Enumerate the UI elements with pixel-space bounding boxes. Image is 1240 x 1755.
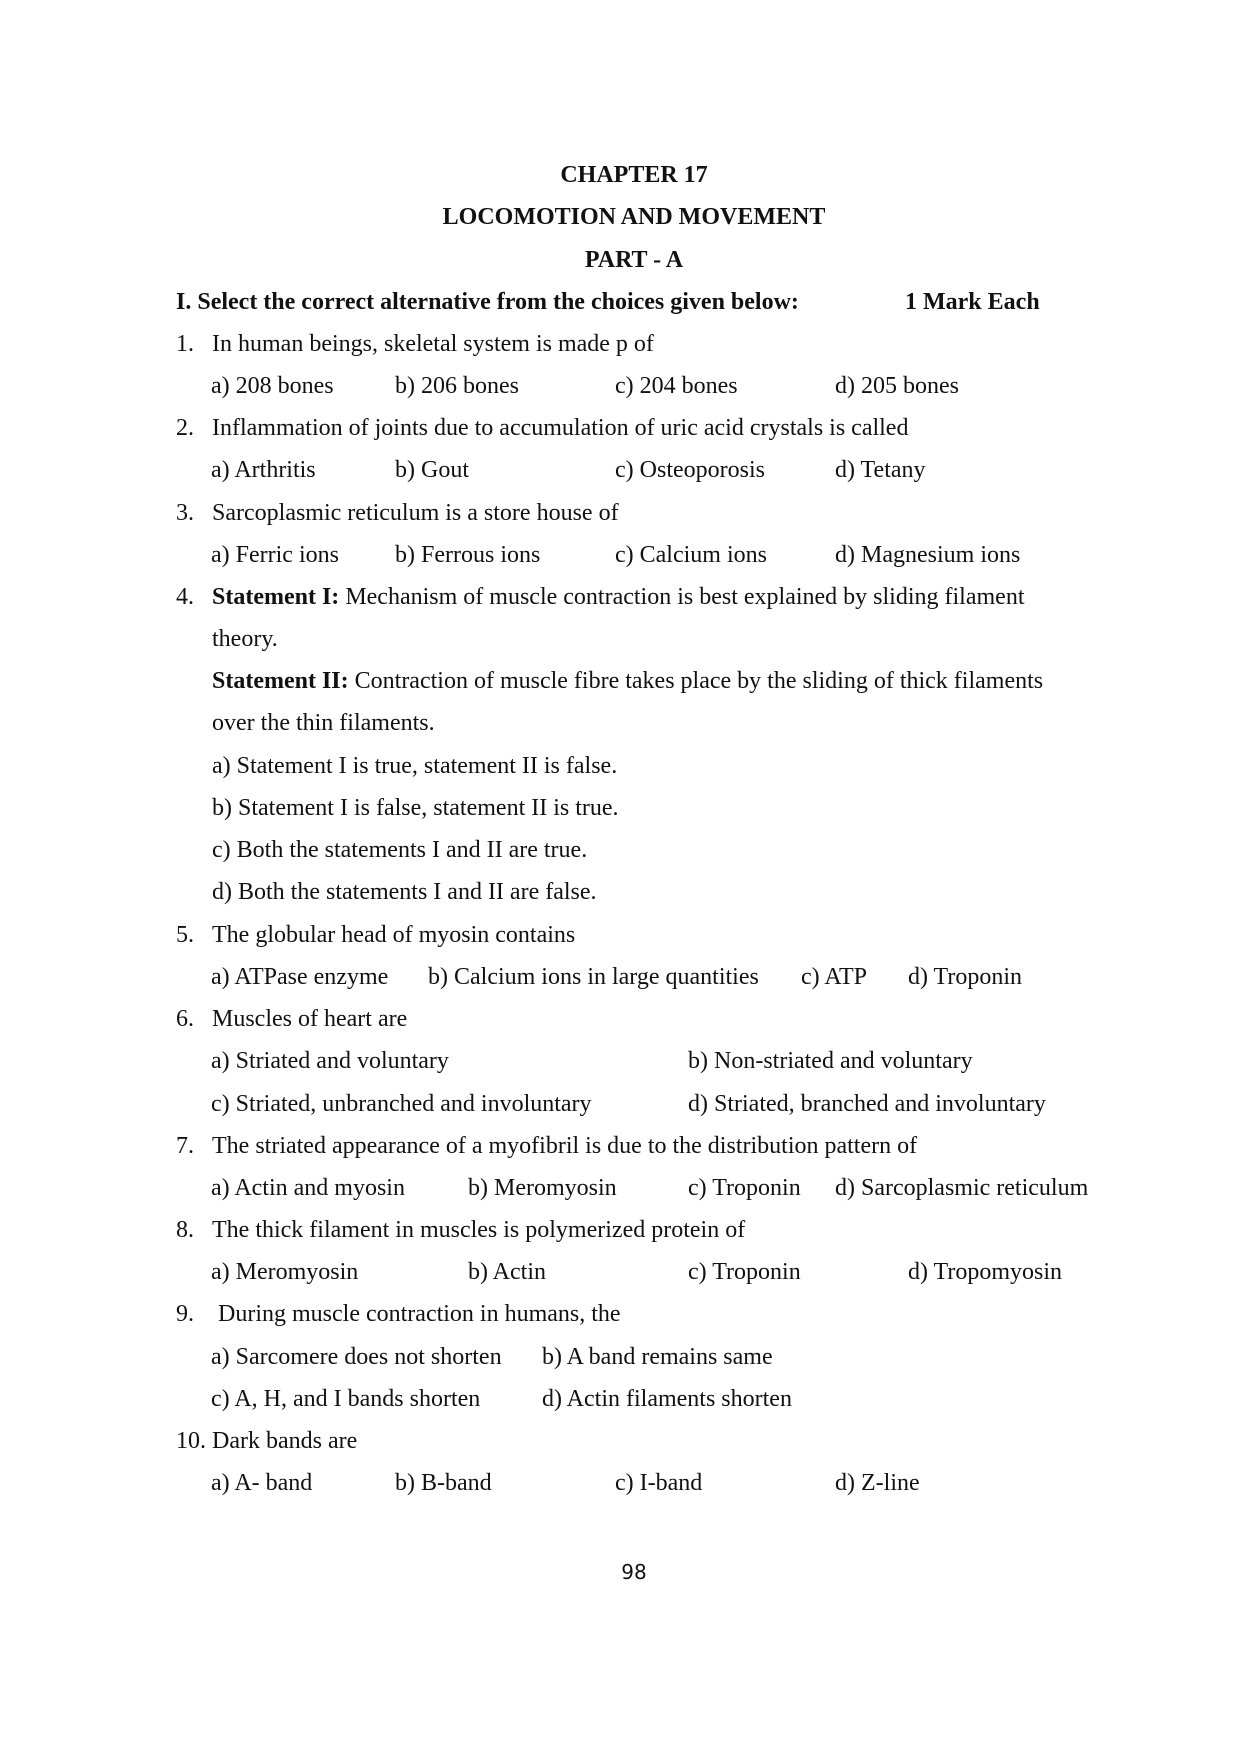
statement-2-continuation: over the thin filaments. (212, 710, 435, 736)
chapter-title: LOCOMOTION AND MOVEMENT (442, 204, 826, 230)
option-b: b) 206 bones (395, 373, 519, 399)
option-a: a) ATPase enzyme (211, 964, 389, 990)
option-d: d) Z-line (835, 1470, 920, 1496)
option-c: c) Osteoporosis (615, 457, 765, 483)
statement-1 (212, 576, 1024, 618)
option-c: c) 204 bones (615, 373, 738, 399)
option-d: d) Actin filaments shorten (542, 1386, 792, 1412)
statement-1-text: Mechanism of muscle contraction is best explained by sliding filament (339, 584, 1025, 610)
options-row (0, 365, 1240, 407)
question-number: 8. (176, 1217, 194, 1243)
question-number: 10. (176, 1428, 206, 1454)
option-b: b) Non-striated and voluntary (688, 1048, 973, 1074)
options-row (0, 1083, 1240, 1125)
options-row (0, 449, 1240, 491)
option-b: b) Calcium ions in large quantities (428, 964, 759, 990)
question-text: During muscle contraction in humans, the (218, 1301, 621, 1327)
option-c: c) Striated, unbranched and involuntary (211, 1091, 592, 1117)
question-text: In human beings, skeletal system is made p of (212, 331, 654, 357)
option-a: a) A- band (211, 1470, 313, 1496)
option-d: d) Both the statements I and II are false. (212, 879, 597, 905)
option-d: d) 205 bones (835, 373, 959, 399)
option-c: c) Calcium ions (615, 542, 767, 568)
option-d: d) Troponin (908, 964, 1023, 990)
option-a: a) Meromyosin (211, 1259, 359, 1285)
question-number: 2. (176, 415, 194, 441)
option-b: b) Statement I is false, statement II is true. (212, 795, 619, 821)
question-number: 4. (176, 584, 194, 610)
statement-2-label: Statement II: (212, 668, 349, 694)
option-d: d) Sarcoplasmic reticulum (835, 1175, 1089, 1201)
question-number: 7. (176, 1133, 194, 1159)
question-number: 9. (176, 1301, 194, 1327)
options-row (0, 956, 1240, 998)
option-b: b) A band remains same (542, 1344, 773, 1370)
section-instruction: I. Select the correct alternative from the choices given below: (176, 289, 799, 315)
part-label: PART - A (584, 247, 684, 273)
question-text: The thick filament in muscles is polymerized protein of (212, 1217, 746, 1243)
option-a: a) 208 bones (211, 373, 334, 399)
option-c: c) Troponin (688, 1175, 801, 1201)
option-d: d) Tropomyosin (908, 1259, 1063, 1285)
question-number: 6. (176, 1006, 194, 1032)
statement-2-text: Contraction of muscle fibre takes place by the sliding of thick filaments (348, 668, 1044, 694)
option-c: c) Both the statements I and II are true. (212, 837, 588, 863)
option-c: c) ATP (801, 964, 867, 990)
option-a: a) Statement I is true, statement II is false. (212, 753, 618, 779)
options-row (0, 1040, 1240, 1082)
option-c: c) Troponin (688, 1259, 801, 1285)
option-d: d) Tetany (835, 457, 926, 483)
options-row (0, 1336, 1240, 1378)
question-text: The globular head of myosin contains (212, 922, 576, 948)
option-b: b) B-band (395, 1470, 492, 1496)
option-d: d) Striated, branched and involuntary (688, 1091, 1046, 1117)
question-number: 3. (176, 500, 194, 526)
options-row (0, 1167, 1240, 1209)
question-number: 5. (176, 922, 194, 948)
option-b: b) Ferrous ions (395, 542, 541, 568)
page-number: 98 (621, 1560, 647, 1584)
options-row (0, 1378, 1240, 1420)
options-row (0, 534, 1240, 576)
question-text: The striated appearance of a myofibril is due to the distribution pattern of (212, 1133, 918, 1159)
option-a: a) Arthritis (211, 457, 316, 483)
chapter-number: CHAPTER 17 (560, 162, 708, 188)
question-number: 1. (176, 331, 194, 357)
option-b: b) Actin (468, 1259, 546, 1285)
options-row (0, 1251, 1240, 1293)
statement-1-label: Statement I: (212, 584, 340, 610)
option-a: a) Striated and voluntary (211, 1048, 449, 1074)
marks-label: 1 Mark Each (905, 289, 1040, 315)
option-a: a) Ferric ions (211, 542, 339, 568)
statement-1-continuation: theory. (212, 626, 278, 652)
option-b: b) Gout (395, 457, 469, 483)
option-c: c) I-band (615, 1470, 703, 1496)
question-text: Dark bands are (212, 1428, 358, 1454)
question-text: Muscles of heart are (212, 1006, 408, 1032)
options-row (0, 1462, 1240, 1504)
option-c: c) A, H, and I bands shorten (211, 1386, 481, 1412)
question-text: Inflammation of joints due to accumulation of uric acid crystals is called (212, 415, 909, 441)
question-text: Sarcoplasmic reticulum is a store house of (212, 500, 619, 526)
option-b: b) Meromyosin (468, 1175, 617, 1201)
option-d: d) Magnesium ions (835, 542, 1021, 568)
statement-2 (212, 660, 1043, 702)
option-a: a) Actin and myosin (211, 1175, 405, 1201)
option-a: a) Sarcomere does not shorten (211, 1344, 502, 1370)
